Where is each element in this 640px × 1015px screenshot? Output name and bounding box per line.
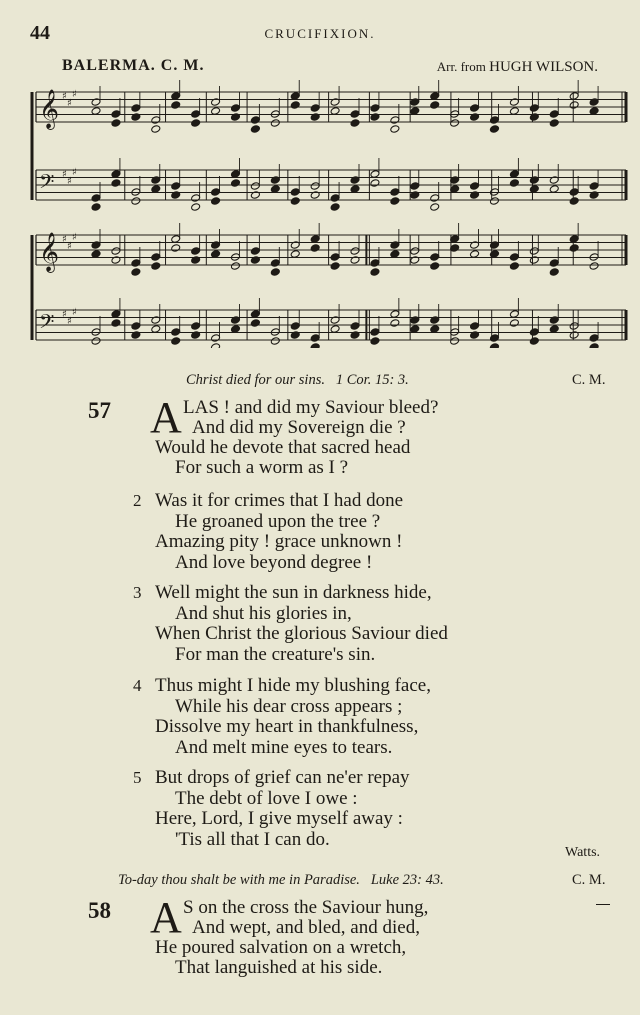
note-head	[489, 125, 499, 134]
note-head	[509, 310, 519, 319]
sharp-icon: ♯	[72, 167, 77, 178]
stanza-line: Well might the sun in darkness hide,	[155, 582, 432, 603]
note-head	[370, 104, 380, 113]
note-head	[330, 253, 340, 262]
hymn-57-meter: C. M.	[572, 372, 606, 388]
stanza-line: When Christ the glorious Saviour died	[155, 623, 448, 644]
note-head	[91, 98, 101, 107]
note-head	[489, 116, 499, 125]
note-head	[211, 98, 221, 107]
note-head	[489, 334, 499, 343]
note-head	[91, 328, 101, 337]
note-head	[390, 125, 400, 134]
note-head	[370, 170, 380, 179]
note-head	[350, 110, 360, 119]
note-head	[330, 316, 340, 325]
note-head	[390, 241, 400, 250]
note-head	[330, 98, 340, 107]
treble-clef-icon: 𝄞	[39, 232, 60, 272]
note-head	[470, 113, 480, 122]
stanza-number: 3	[133, 583, 142, 602]
note-head	[250, 247, 260, 256]
note-head	[191, 247, 201, 256]
note-head	[589, 343, 599, 348]
tune-arranger	[437, 59, 598, 76]
note-head	[111, 110, 121, 119]
note-head	[250, 182, 260, 191]
note-head	[211, 241, 221, 250]
note-head	[171, 182, 181, 191]
sharp-icon: ♯	[62, 309, 67, 320]
note-head	[151, 125, 161, 134]
arranger-prefix: Arr. from	[436, 59, 486, 74]
sharp-icon: ♯	[67, 316, 72, 327]
note-head	[111, 256, 121, 265]
note-head	[131, 113, 141, 122]
sharp-icon: ♯	[72, 307, 77, 318]
note-head	[131, 197, 141, 206]
note-head	[410, 256, 420, 265]
running-head: CRUCIFIXION.	[264, 26, 376, 41]
hymn-57-line-2: And did my Sovereign die ?	[192, 417, 406, 438]
note-head	[270, 110, 280, 119]
note-head	[131, 331, 141, 340]
note-head	[589, 191, 599, 200]
note-head	[211, 188, 221, 197]
note-head	[151, 116, 161, 125]
stanza-number: 5	[133, 768, 142, 787]
note-head	[370, 259, 380, 268]
note-head	[509, 170, 519, 179]
note-head	[230, 179, 240, 188]
note-head	[91, 337, 101, 346]
note-head	[211, 250, 221, 259]
note-head	[569, 101, 579, 110]
note-head	[569, 244, 579, 253]
note-head	[330, 203, 340, 212]
note-head	[230, 253, 240, 262]
note-head	[390, 250, 400, 259]
note-head	[230, 104, 240, 113]
note-head	[370, 328, 380, 337]
note-head	[529, 113, 539, 122]
note-head	[270, 176, 280, 185]
note-head	[350, 331, 360, 340]
note-head	[91, 194, 101, 203]
note-head	[569, 331, 579, 340]
note-head	[111, 319, 121, 328]
note-head	[290, 331, 300, 340]
note-head	[191, 119, 201, 128]
note-head	[470, 322, 480, 331]
hymn-58-line-3: He poured salvation on a wretch,	[155, 937, 407, 958]
sharp-icon: ♯	[62, 234, 67, 245]
note-head	[310, 191, 320, 200]
note-head	[529, 176, 539, 185]
note-head	[111, 170, 121, 179]
note-head	[171, 337, 181, 346]
note-head	[270, 328, 280, 337]
sharp-icon: ♯	[72, 232, 77, 243]
note-head	[390, 310, 400, 319]
stanza-line: Thus might I hide my blushing face,	[155, 675, 431, 696]
note-head	[410, 107, 420, 116]
note-head	[310, 182, 320, 191]
note-head	[589, 262, 599, 271]
hymn-57-dropcap: A	[150, 393, 182, 442]
note-head	[91, 250, 101, 259]
sharp-icon: ♯	[67, 176, 72, 187]
note-head	[91, 241, 101, 250]
note-head	[509, 262, 519, 271]
note-head	[589, 253, 599, 262]
note-head	[390, 188, 400, 197]
stanza-line: 'Tis all that I can do.	[175, 828, 330, 850]
stanza-line: Dissolve my heart in thankfulness,	[155, 716, 419, 737]
note-head	[171, 101, 181, 110]
note-head	[151, 262, 161, 271]
note-head	[211, 197, 221, 206]
note-head	[410, 247, 420, 256]
stanza-line: He groaned upon the tree ?	[175, 510, 381, 532]
note-head	[470, 250, 480, 259]
stanza-number: 4	[133, 676, 142, 695]
note-head	[370, 337, 380, 346]
margin-mark	[596, 904, 610, 905]
note-head	[171, 92, 181, 101]
sharp-icon: ♯	[62, 169, 67, 180]
note-head	[529, 247, 539, 256]
note-head	[250, 256, 260, 265]
note-head	[151, 253, 161, 262]
note-head	[350, 176, 360, 185]
note-head	[470, 104, 480, 113]
note-head	[569, 322, 579, 331]
note-head	[549, 185, 559, 194]
note-head	[290, 241, 300, 250]
note-head	[549, 325, 559, 334]
stanza-line: For man the creature's sin.	[175, 643, 376, 665]
note-head	[589, 334, 599, 343]
note-head	[589, 98, 599, 107]
note-head	[430, 194, 440, 203]
note-head	[410, 325, 420, 334]
note-head	[350, 119, 360, 128]
stanza-line: Here, Lord, I give myself away :	[155, 808, 403, 829]
note-head	[549, 259, 559, 268]
hymn-57-author: Watts.	[565, 845, 601, 860]
note-head	[370, 113, 380, 122]
note-head	[270, 185, 280, 194]
note-head	[330, 325, 340, 334]
note-head	[350, 185, 360, 194]
note-head	[230, 170, 240, 179]
note-head	[131, 322, 141, 331]
note-head	[270, 337, 280, 346]
note-head	[310, 113, 320, 122]
hymn-58-scripture: To-day thou shalt be with me in Paradise. Luke 23: 43.	[118, 872, 444, 888]
note-head	[410, 191, 420, 200]
hymn-58-line-2: And wept, and bled, and died,	[192, 917, 420, 938]
bass-clef-icon: 𝄢	[39, 170, 55, 198]
note-head	[549, 119, 559, 128]
note-head	[390, 319, 400, 328]
note-head	[509, 319, 519, 328]
note-head	[270, 259, 280, 268]
note-head	[151, 185, 161, 194]
note-head	[310, 343, 320, 348]
hymn-57-line-1: LAS ! and did my Saviour bleed?	[183, 397, 439, 418]
note-head	[310, 334, 320, 343]
note-head	[151, 316, 161, 325]
note-head	[430, 253, 440, 262]
note-head	[230, 262, 240, 271]
note-head	[430, 325, 440, 334]
note-head	[270, 268, 280, 277]
tune-name: BALERMA. C. M.	[62, 57, 205, 74]
note-head	[191, 203, 201, 212]
note-head	[91, 203, 101, 212]
note-head	[290, 322, 300, 331]
note-head	[589, 182, 599, 191]
note-head	[509, 179, 519, 188]
note-head	[250, 310, 260, 319]
note-head	[111, 179, 121, 188]
note-head	[211, 107, 221, 116]
note-head	[290, 188, 300, 197]
hymn-58-meter: C. M.	[572, 872, 606, 888]
note-head	[250, 319, 260, 328]
music-score	[30, 80, 632, 348]
note-head	[250, 125, 260, 134]
sharp-icon: ♯	[67, 241, 72, 252]
note-head	[290, 250, 300, 259]
hymn-57-line-4: For such a worm as I ?	[175, 457, 349, 478]
hymn-58-line-1: S on the cross the Saviour hung,	[183, 897, 429, 918]
note-head	[489, 241, 499, 250]
stanza-line: Was it for crimes that I had done	[155, 490, 404, 511]
note-head	[211, 343, 221, 348]
note-head	[131, 259, 141, 268]
note-head	[489, 343, 499, 348]
note-head	[250, 191, 260, 200]
note-head	[529, 337, 539, 346]
note-head	[509, 98, 519, 107]
note-head	[529, 104, 539, 113]
note-head	[390, 116, 400, 125]
note-head	[489, 250, 499, 259]
note-head	[509, 107, 519, 116]
note-head	[250, 116, 260, 125]
note-head	[290, 92, 300, 101]
note-head	[131, 268, 141, 277]
note-head	[191, 322, 201, 331]
note-head	[111, 247, 121, 256]
note-head	[350, 322, 360, 331]
sharp-icon: ♯	[62, 91, 67, 102]
note-head	[91, 107, 101, 116]
note-head	[430, 203, 440, 212]
treble-clef-icon: 𝄞	[39, 89, 60, 129]
note-head	[171, 235, 181, 244]
note-head	[230, 113, 240, 122]
note-head	[111, 119, 121, 128]
note-head	[191, 331, 201, 340]
stanza-line: And love beyond degree !	[175, 551, 373, 573]
note-head	[370, 268, 380, 277]
note-head	[569, 235, 579, 244]
note-head	[350, 247, 360, 256]
note-head	[410, 98, 420, 107]
note-head	[350, 256, 360, 265]
stanza-line: The debt of love I owe :	[175, 787, 358, 809]
sharp-icon: ♯	[72, 89, 77, 100]
note-head	[509, 253, 519, 262]
note-head	[211, 334, 221, 343]
stanza-number: 2	[133, 491, 142, 510]
note-head	[330, 194, 340, 203]
note-head	[529, 185, 539, 194]
note-head	[390, 197, 400, 206]
note-head	[549, 110, 559, 119]
note-head	[569, 197, 579, 206]
arranger-name: HUGH WILSON.	[489, 59, 598, 75]
bass-clef-icon: 𝄢	[39, 310, 55, 338]
note-head	[310, 235, 320, 244]
note-head	[230, 316, 240, 325]
note-head	[151, 176, 161, 185]
note-head	[191, 256, 201, 265]
note-head	[529, 256, 539, 265]
note-head	[131, 104, 141, 113]
note-head	[171, 328, 181, 337]
note-head	[191, 110, 201, 119]
stanza-line: But drops of grief can ne'er repay	[155, 767, 410, 788]
note-head	[230, 325, 240, 334]
note-head	[549, 268, 559, 277]
note-head	[410, 182, 420, 191]
stanza-line: And melt mine eyes to tears.	[175, 736, 393, 758]
hymn-58-number: 58	[88, 898, 111, 923]
note-head	[489, 188, 499, 197]
note-head	[549, 176, 559, 185]
note-head	[470, 191, 480, 200]
stanza-line: And shut his glories in,	[175, 602, 352, 624]
note-head	[191, 194, 201, 203]
note-head	[470, 241, 480, 250]
sharp-icon: ♯	[67, 98, 72, 109]
note-head	[131, 188, 141, 197]
hymn-57-line-3: Would he devote that sacred head	[155, 437, 411, 458]
note-head	[151, 325, 161, 334]
stanza-line: Amazing pity ! grace unknown !	[155, 531, 403, 552]
note-head	[589, 107, 599, 116]
note-head	[489, 197, 499, 206]
note-head	[310, 104, 320, 113]
note-head	[549, 316, 559, 325]
note-head	[330, 262, 340, 271]
note-head	[470, 331, 480, 340]
note-head	[430, 101, 440, 110]
hymn-57-scripture: Christ died for our sins. 1 Cor. 15: 3.	[186, 372, 409, 388]
note-head	[529, 328, 539, 337]
note-head	[330, 107, 340, 116]
note-head	[470, 182, 480, 191]
stanza-line: While his dear cross appears ;	[175, 695, 403, 717]
hymn-58-line-4: That languished at his side.	[175, 957, 383, 978]
note-head	[430, 316, 440, 325]
note-head	[290, 197, 300, 206]
note-head	[410, 316, 420, 325]
note-head	[310, 244, 320, 253]
note-head	[430, 262, 440, 271]
note-head	[171, 191, 181, 200]
note-head	[171, 244, 181, 253]
note-head	[569, 92, 579, 101]
note-head	[370, 179, 380, 188]
note-head	[430, 92, 440, 101]
hymn-58-dropcap: A	[150, 893, 182, 942]
note-head	[569, 188, 579, 197]
note-head	[290, 101, 300, 110]
note-head	[270, 119, 280, 128]
page-number: 44	[30, 22, 50, 44]
hymn-57-number: 57	[88, 398, 111, 423]
note-head	[111, 310, 121, 319]
